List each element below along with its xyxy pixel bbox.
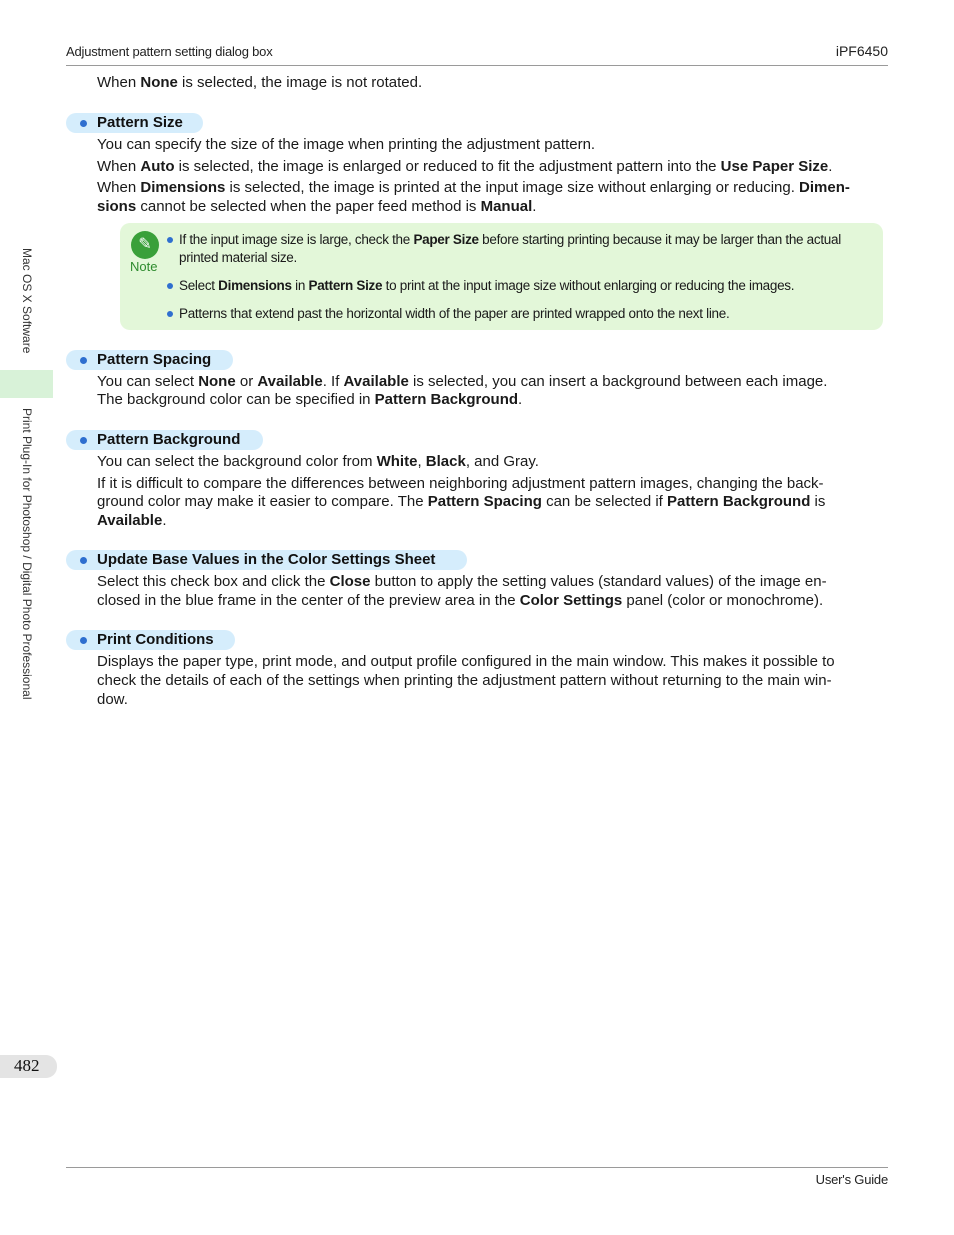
bullet-icon [80,437,87,444]
footer-guide-title: User's Guide [815,1172,888,1187]
bullet-icon [80,637,87,644]
print-conditions-paragraph: Displays the paper type, print mode, and output profile configured in the main window. This makes it possible to [97,653,835,670]
pattern-background-paragraph-2-end: Available. [97,512,167,529]
pattern-background-paragraph-1: You can select the background color from White, Black, and Gray. [97,453,539,470]
bullet-icon [80,557,87,564]
section-heading-pattern-spacing: Pattern Spacing [66,350,233,370]
update-base-paragraph: Select this check box and click the Close button to apply the setting values (standard values) of the image en- [97,573,827,590]
pattern-size-paragraph-3: When Dimensions is selected, the image is printed at the input image size without enlarging or reducing. Dimen- [97,179,850,196]
intro-paragraph: When None is selected, the image is not rotated. [97,74,423,91]
print-conditions-paragraph-end: dow. [97,691,128,708]
footer-divider [66,1167,888,1168]
note-label: Note [130,259,158,274]
pattern-spacing-paragraph: You can select None or Available. If Available is selected, you can insert a background between each image. [97,373,828,390]
bullet-icon [167,311,173,317]
pencil-note-icon: ✎ [131,231,159,259]
running-header-section: Adjustment pattern setting dialog box [66,44,273,59]
page-number: 482 [14,1056,40,1075]
pattern-size-paragraph-3-cont: sions cannot be selected when the paper feed method is Manual. [97,198,537,215]
bullet-icon [80,120,87,127]
pattern-background-paragraph-2: If it is difficult to compare the differences between neighboring adjustment pattern images, changing the back- [97,475,824,492]
side-tab-print-plugin: Print Plug-In for Photoshop / Digital Photo Professional [20,408,34,700]
running-header-model: iPF6450 [835,43,888,59]
section-heading-print-conditions: Print Conditions [66,630,235,650]
side-tab-mac-os-x-software: Mac OS X Software [20,248,34,354]
section-heading-update-base-values: Update Base Values in the Color Settings Sheet [66,550,467,570]
bullet-icon [80,357,87,364]
side-tab-marker [0,370,53,398]
bullet-icon [167,283,173,289]
pattern-spacing-paragraph-cont: The background color can be specified in Pattern Background. [97,391,523,408]
section-heading-pattern-size: Pattern Size [66,113,203,133]
section-heading-pattern-background: Pattern Background [66,430,263,450]
page-number-tab [0,1055,57,1078]
pattern-size-paragraph-2: When Auto is selected, the image is enlarged or reduced to fit the adjustment pattern into the Use Paper Size. [97,158,833,175]
bullet-icon [167,237,173,243]
pattern-size-paragraph-1: You can specify the size of the image when printing the adjustment pattern. [97,136,596,153]
update-base-paragraph-cont: closed in the blue frame in the center of the preview area in the Color Settings panel (color or monochrome). [97,592,824,609]
header-divider [66,65,888,66]
pattern-background-paragraph-2-cont: ground color may make it easier to compare. The Pattern Spacing can be selected if Pattern Background is [97,493,826,510]
print-conditions-paragraph-cont: check the details of each of the settings when printing the adjustment pattern without returning to the main win- [97,672,832,689]
